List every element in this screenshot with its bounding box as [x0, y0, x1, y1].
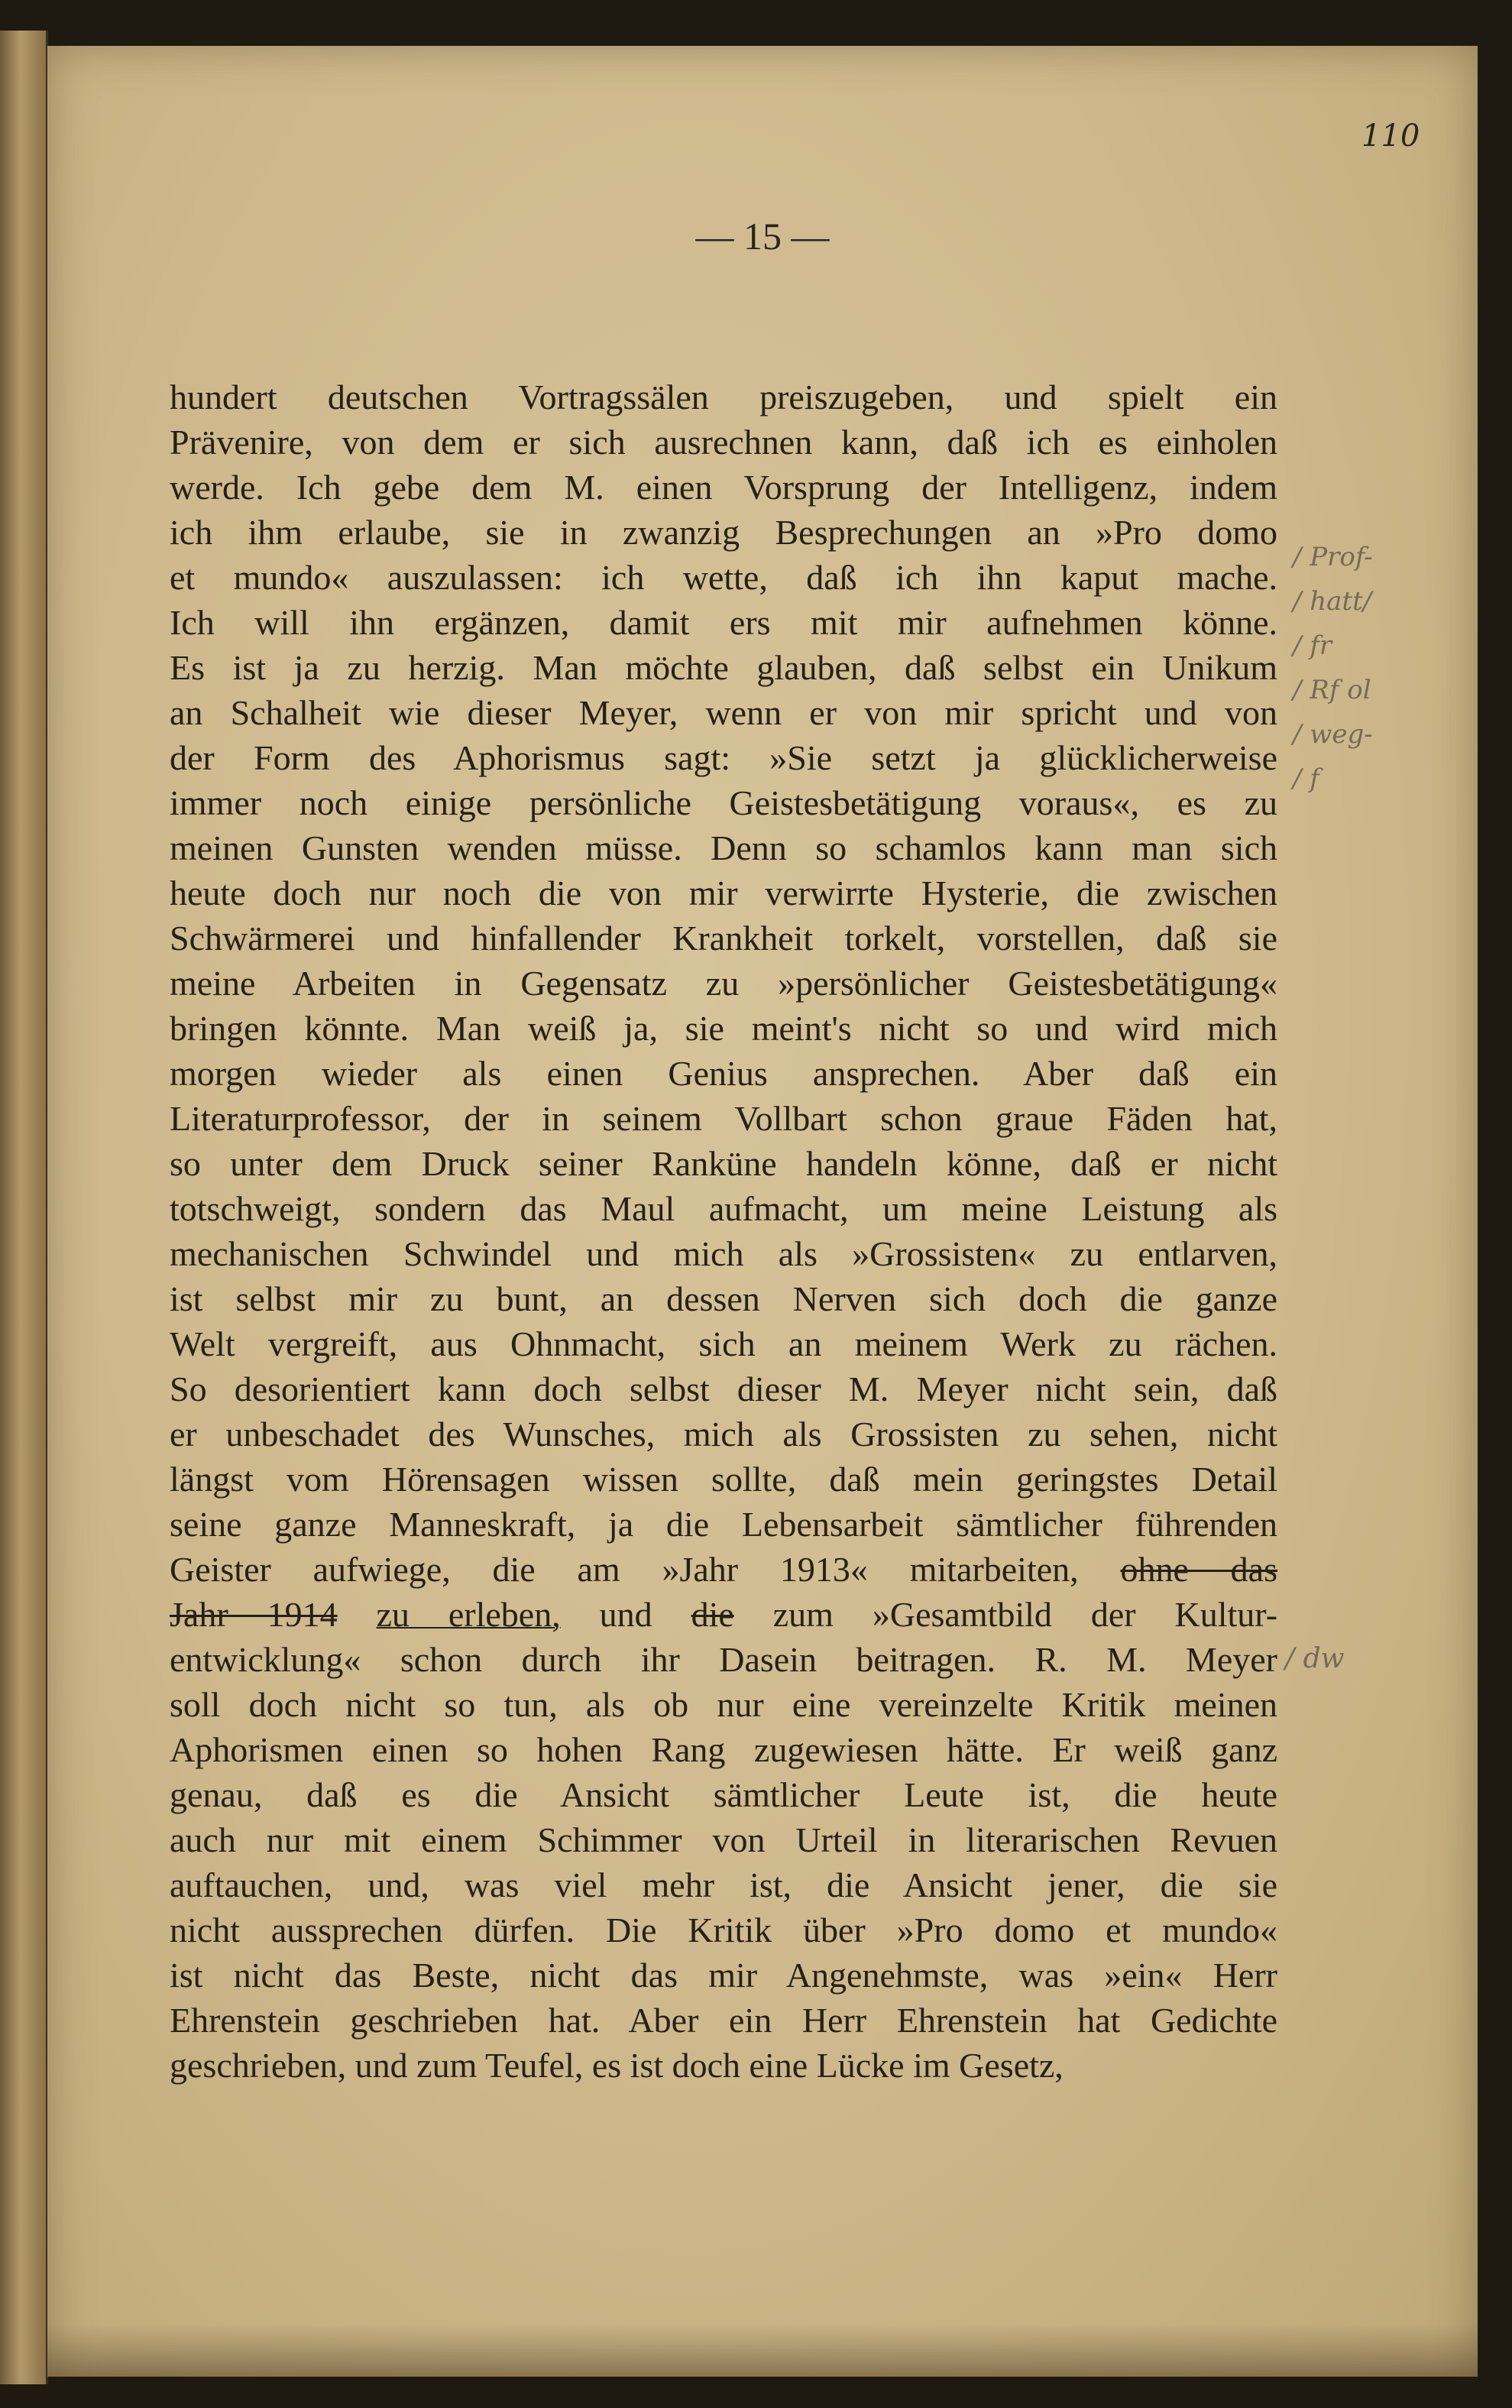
- margin-note: / hatt/: [1293, 586, 1372, 617]
- text-line: immer noch einige persönliche Geistesbetätigung voraus«, es zu: [170, 783, 1277, 822]
- struck-text: ohne das: [1120, 1550, 1277, 1589]
- text-line: auch nur mit einem Schimmer von Urteil in literarischen Revuen: [170, 1820, 1277, 1859]
- text-line: so unter dem Druck seiner Rankünе handeln könne, daß er nicht: [170, 1144, 1277, 1183]
- margin-note: / Rf ol: [1293, 675, 1371, 705]
- text-segment: und: [599, 1595, 652, 1634]
- text-line: ist selbst mir zu bunt, an dessen Nerven sich doch die ganze: [170, 1279, 1277, 1318]
- text-line: nicht aussprechen dürfen. Die Kritik über »Pro domo et mundo«: [170, 1911, 1277, 1949]
- text-line: soll doch nicht so tun, als ob nur eine vereinzelte Kritik meinen: [170, 1685, 1277, 1724]
- text-line: heute doch nur noch die von mir verwirrte Hysterie, die zwischen: [170, 873, 1277, 912]
- text-line: et mundo« auszulassen: ich wette, daß ich ihn kaput mache.: [170, 558, 1277, 597]
- text-line: Es ist ja zu herzig. Man möchte glauben, daß selbst ein Unikum: [170, 648, 1277, 687]
- text-line: Literaturprofessor, der in seinem Vollbart schon graue Fäden hat,: [170, 1099, 1277, 1138]
- margin-note: / fr: [1293, 630, 1332, 661]
- text-line: auftauchen, und, was viel mehr ist, die Ansicht jener, die sie: [170, 1865, 1277, 1904]
- text-line: bringen könnte. Man weiß ja, sie meint's nicht so und wird mich: [170, 1009, 1277, 1048]
- text-line: längst vom Hörensagen wissen sollte, daß mein geringstes Detail: [170, 1460, 1277, 1499]
- margin-note-lower: / dw: [1285, 1643, 1345, 1674]
- folio-number: 110: [1361, 118, 1420, 154]
- text-line: meinen Gunsten wenden müsse. Denn so schamlos kann man sich: [170, 828, 1277, 867]
- text-line: geschrieben, und zum Teufel, es ist doch eine Lücke im Gesetz,: [170, 2046, 1064, 2085]
- text-line: ich ihm erlaube, sie in zwanzig Besprechungen an »Pro domo: [170, 513, 1277, 552]
- text-line: Ehrenstein geschrieben hat. Aber ein Herr Ehrenstein hat Gedichte: [170, 2001, 1277, 2040]
- text-line: Aphorismen einen so hohen Rang zugewiesen hätte. Er weiß ganz: [170, 1730, 1277, 1769]
- text-line: Welt vergreift, aus Ohnmacht, sich an meinem Werk zu rächen.: [170, 1324, 1277, 1363]
- text-line: ist nicht das Beste, nicht das mir Angenehmste, was »ein« Herr: [170, 1956, 1277, 1995]
- text-line: der Form des Aphorismus sagt: »Sie setzt ja glücklicherweise: [170, 738, 1277, 777]
- page-number: — 15 —: [695, 215, 830, 258]
- text-line-with-strike: [170, 1547, 1277, 1592]
- text-line: Schwärmerei und hinfallender Krankheit torkelt, vorstellen, daß sie: [170, 919, 1277, 958]
- body-text: [170, 374, 1277, 2088]
- book-page: [47, 46, 1478, 2377]
- text-line: morgen wieder als einen Genius ansprechen. Aber daß ein: [170, 1054, 1277, 1093]
- margin-note: / Prof-: [1293, 542, 1373, 572]
- text-line: an Schalheit wie dieser Meyer, wenn er von mir spricht und von: [170, 693, 1277, 732]
- text-line: entwicklung« schon durch ihr Dasein beitragen. R. M. Meyer: [170, 1640, 1277, 1679]
- text-line: So desorientiert kann doch selbst dieser M. Meyer nicht sein, daß: [170, 1369, 1277, 1408]
- text-line: werde. Ich gebe dem M. einen Vorsprung der Intelligenz, indem: [170, 468, 1277, 507]
- text-line: er unbeschadet des Wunsches, mich als Grossisten zu sehen, nicht: [170, 1415, 1277, 1454]
- text-line: meine Arbeiten in Gegensatz zu »persönlicher Geistesbetätigung«: [170, 964, 1277, 1003]
- underlined-text: zu erleben,: [376, 1595, 561, 1634]
- margin-note: / weg-: [1293, 719, 1373, 750]
- text-line: genau, daß es die Ansicht sämtlicher Leute ist, die heute: [170, 1775, 1277, 1814]
- struck-text: Jahr 1914: [170, 1595, 338, 1634]
- handwritten-margin-notes: [1293, 535, 1468, 801]
- facing-page-edge: [0, 31, 48, 2384]
- text-line: Prävenire, von dem er sich ausrechnen kann, daß ich es einholen: [170, 423, 1277, 462]
- margin-note: / f: [1293, 763, 1319, 794]
- struck-text: die: [691, 1595, 734, 1634]
- text-line: Ich will ihn ergänzen, damit ers mit mir aufnehmen könne.: [170, 603, 1277, 642]
- text-segment: Geister aufwiege, die am »Jahr 1913« mitarbeiten,: [170, 1550, 1079, 1589]
- text-segment: zum »Gesamtbild der Kultur-: [772, 1595, 1278, 1634]
- text-line: seine ganze Manneskraft, ja die Lebensarbeit sämtlicher führenden: [170, 1505, 1277, 1544]
- text-line: hundert deutschen Vortragssälen preiszugeben, und spielt ein: [170, 378, 1277, 416]
- text-line-with-edits: [170, 1592, 1277, 1637]
- text-line: totschweigt, sondern das Maul aufmacht, um meine Leistung als: [170, 1189, 1277, 1228]
- text-line: mechanischen Schwindel und mich als »Grossisten« zu entlarven,: [170, 1234, 1277, 1273]
